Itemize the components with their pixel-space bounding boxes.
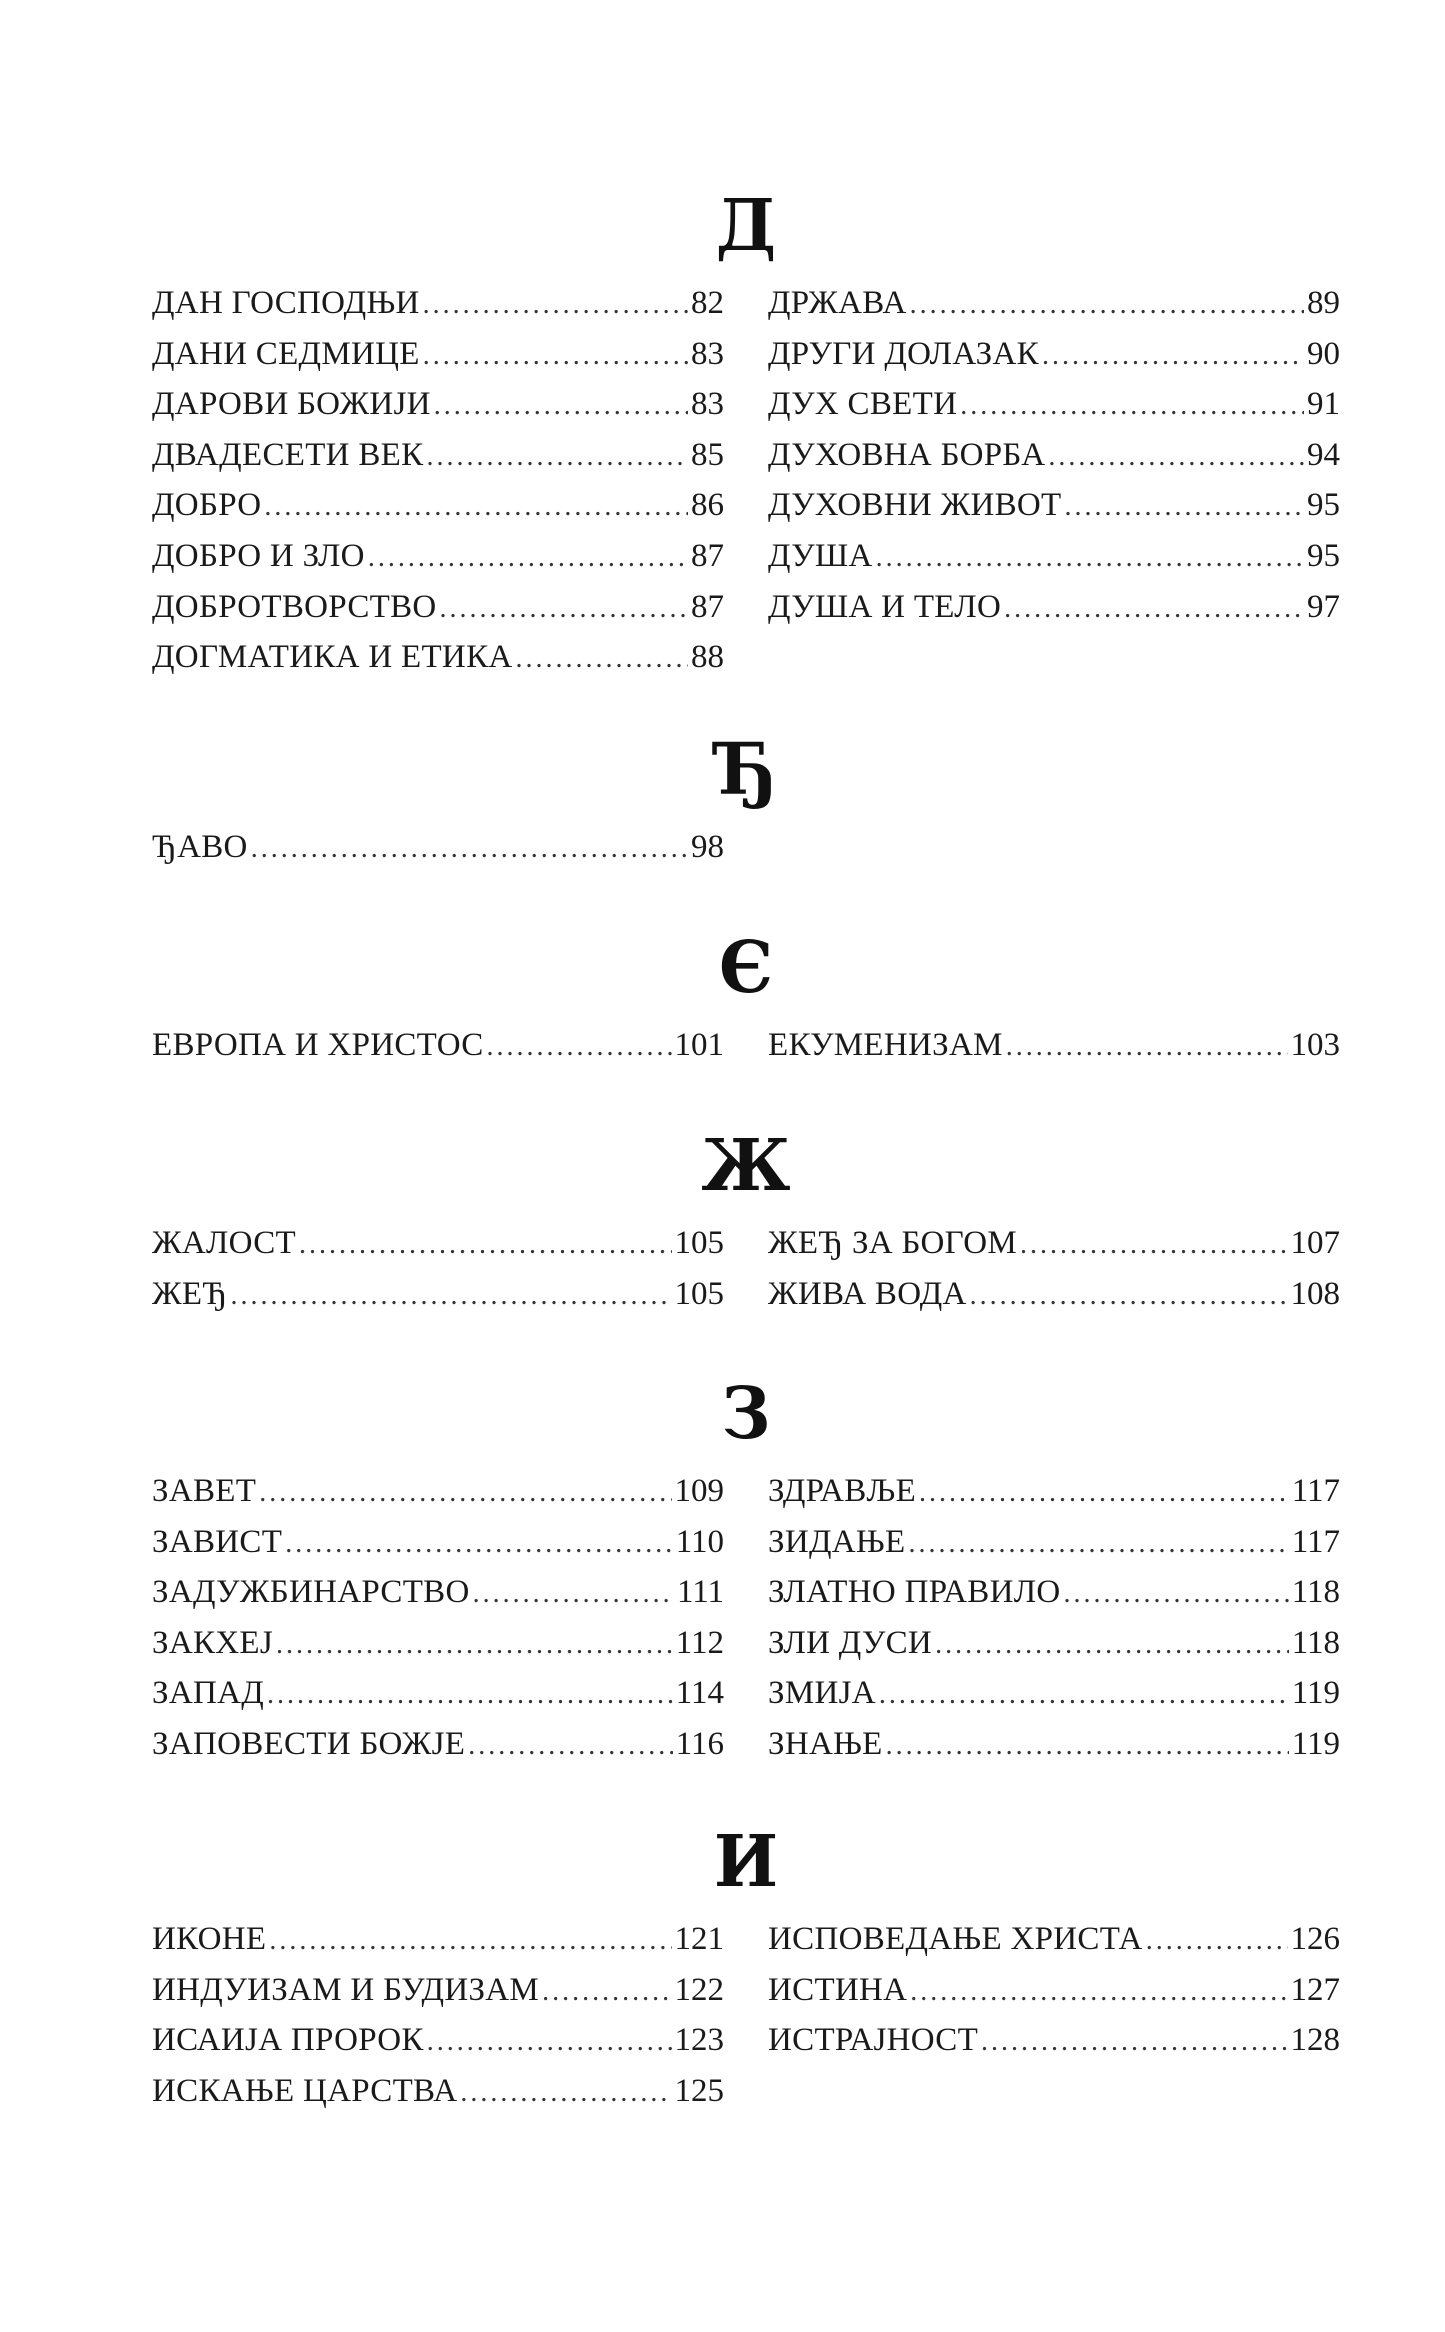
right-column [768, 1020, 1340, 1071]
toc-entry [152, 1965, 724, 2016]
dot-leader [285, 1519, 673, 1570]
entry-title: ЕКУМЕНИЗАМ [768, 1027, 1003, 1063]
entry-page-number: 97 [1307, 588, 1340, 625]
entry-title: ЖАЛОСТ [152, 1225, 296, 1261]
entry-title: ДОГМАТИКА И ЕТИКА [152, 639, 513, 676]
entry-title: ЕВРОПА И ХРИСТОС [152, 1027, 484, 1063]
entry-page-number: 88 [691, 639, 724, 676]
entry-page-number: 87 [691, 588, 724, 625]
section-e [152, 928, 1340, 1071]
dot-leader [1020, 1220, 1288, 1271]
toc-entry [152, 2015, 724, 2066]
entry-title: ДОБРОТВОРСТВО [152, 588, 437, 625]
dot-leader [876, 533, 1304, 584]
right-column [768, 822, 1340, 873]
entry-title: ДВАДЕСЕТИ ВЕК [152, 436, 424, 473]
toc-entry [768, 329, 1340, 380]
dot-leader [251, 824, 688, 875]
dot-leader [487, 1022, 672, 1073]
entry-page-number: 119 [1291, 1675, 1340, 1712]
dot-leader [516, 634, 688, 685]
entry-page-number: 103 [1290, 1027, 1340, 1063]
dot-leader [1064, 1569, 1289, 1620]
toc-entry [768, 1269, 1340, 1320]
entry-page-number: 118 [1291, 1574, 1340, 1611]
right-column [768, 1466, 1340, 1770]
entry-title: ЗДРАВЉЕ [768, 1473, 917, 1509]
dot-leader [960, 381, 1304, 432]
entry-page-number: 123 [674, 2022, 724, 2059]
section-letter-heading: И [713, 1820, 779, 1904]
entry-page-number: 90 [1307, 335, 1340, 372]
toc-entry [152, 379, 724, 430]
left-column [152, 1218, 724, 1319]
left-column [152, 278, 724, 683]
section-i [152, 1822, 1340, 2116]
entry-page-number: 98 [691, 829, 724, 865]
dot-leader [1004, 584, 1304, 635]
entry-page-number: 117 [1291, 1473, 1340, 1509]
entry-page-number: 83 [691, 335, 724, 372]
right-column [768, 1914, 1340, 2116]
entry-page-number: 117 [1291, 1523, 1340, 1560]
entry-title: ИНДУИЗАМ И БУДИЗАМ [152, 1971, 540, 2008]
dot-leader [427, 2017, 672, 2068]
toc-entry [152, 430, 724, 481]
toc-entry [152, 1618, 724, 1669]
entry-title: ЗЛАТНО ПРАВИЛО [768, 1574, 1061, 1611]
section-z [152, 1374, 1340, 1770]
toc-entry [768, 582, 1340, 633]
toc-entry [768, 379, 1340, 430]
entry-page-number: 112 [675, 1624, 724, 1661]
dot-leader [299, 1220, 672, 1271]
entry-title: ДАРОВИ БОЖИЈИ [152, 386, 431, 423]
toc-entry [768, 1567, 1340, 1618]
entry-title: ДАН ГОСПОДЊИ [152, 285, 420, 321]
entry-title: ДОБРО [152, 487, 262, 524]
section-letter-heading: З [721, 1372, 771, 1456]
dot-leader [935, 1620, 1289, 1671]
dot-leader [434, 381, 688, 432]
toc-entry [152, 278, 724, 329]
left-column [152, 822, 724, 873]
entry-page-number: 86 [691, 487, 724, 524]
entry-title: ЗАПОВЕСТИ БОЖЈЕ [152, 1725, 466, 1762]
dot-leader [910, 1967, 1287, 2018]
dot-leader [264, 482, 688, 533]
entry-title: ЗАКХЕЈ [152, 1624, 274, 1661]
left-column [152, 1020, 724, 1071]
dot-leader [981, 2017, 1287, 2068]
entry-title: ЗИДАЊЕ [768, 1523, 906, 1560]
section-zh [152, 1126, 1340, 1319]
toc-entry [152, 329, 724, 380]
toc-entry [152, 822, 724, 873]
entry-title: ЗАПАД [152, 1675, 265, 1712]
dot-leader [468, 1721, 672, 1772]
section-letter-heading: Ж [701, 1124, 791, 1208]
toc-entry [152, 1668, 724, 1719]
entry-title: ЖЕЂ ЗА БОГОМ [768, 1225, 1017, 1261]
entry-title: ДУША И ТЕЛО [768, 588, 1002, 625]
toc-entry [152, 1269, 724, 1320]
toc-entry [152, 1517, 724, 1568]
entry-title: ИСКАЊЕ ЦАРСТВА [152, 2072, 458, 2109]
entry-page-number: 126 [1290, 1921, 1340, 1957]
dot-leader [1146, 1916, 1288, 1967]
entry-page-number: 107 [1290, 1225, 1340, 1261]
entry-page-number: 125 [674, 2072, 724, 2109]
dot-leader [440, 584, 688, 635]
right-column [768, 1218, 1340, 1319]
section-dj [152, 730, 1340, 873]
entry-title: ДАНИ СЕДМИЦЕ [152, 335, 420, 372]
entry-page-number: 127 [1290, 1971, 1340, 2008]
dot-leader [1006, 1022, 1288, 1073]
toc-entry [152, 1218, 724, 1269]
entry-title: ЗАВИСТ [152, 1523, 283, 1560]
entry-page-number: 118 [1291, 1624, 1340, 1661]
dot-leader [423, 331, 688, 382]
entry-page-number: 83 [691, 386, 724, 423]
toc-entry [768, 278, 1340, 329]
dot-leader [473, 1569, 674, 1620]
entry-title: ЗМИЈА [768, 1675, 876, 1712]
entry-page-number: 87 [691, 537, 724, 574]
entry-page-number: 82 [691, 285, 724, 321]
entry-title: ИСТИНА [768, 1971, 908, 2008]
toc-entry [152, 582, 724, 633]
entry-page-number: 110 [675, 1523, 724, 1560]
left-column [152, 1914, 724, 2116]
entry-page-number: 89 [1307, 285, 1340, 321]
entry-page-number: 119 [1291, 1725, 1340, 1762]
dot-leader [267, 1670, 673, 1721]
entry-title: ДУША [768, 537, 873, 574]
entry-title: ЖЕЂ [152, 1275, 228, 1312]
entry-page-number: 108 [1290, 1275, 1340, 1312]
dot-leader [970, 1271, 1288, 1322]
entry-columns [152, 278, 1340, 683]
section-letter-heading: Ђ [715, 728, 777, 812]
entry-title: ИСТРАЈНОСТ [768, 2022, 979, 2059]
toc-entry [152, 480, 724, 531]
toc-entry [768, 1517, 1340, 1568]
dot-leader [460, 2068, 671, 2119]
toc-entry [768, 2015, 1340, 2066]
toc-entry [768, 1466, 1340, 1517]
entry-page-number: 95 [1307, 487, 1340, 524]
dot-leader [879, 1670, 1289, 1721]
toc-entry [768, 1668, 1340, 1719]
toc-entry [768, 480, 1340, 531]
entry-columns [152, 1466, 1340, 1770]
dot-leader [1065, 482, 1305, 533]
entry-title: ДУХ СВЕТИ [768, 386, 958, 423]
entry-page-number: 105 [674, 1225, 724, 1261]
entry-title: ИСПОВЕДАЊЕ ХРИСТА [768, 1921, 1143, 1957]
dot-leader [368, 533, 688, 584]
toc-entry [768, 1914, 1340, 1965]
toc-entry [768, 531, 1340, 582]
entry-title: ЖИВА ВОДА [768, 1275, 967, 1312]
entry-title: ДУХОВНА БОРБА [768, 436, 1046, 473]
section-letter-heading: Є [718, 926, 774, 1010]
dot-leader [886, 1721, 1289, 1772]
entry-title: ИКОНЕ [152, 1921, 267, 1957]
right-column [768, 278, 1340, 683]
toc-entry [768, 1618, 1340, 1669]
dot-leader [542, 1967, 671, 2018]
entry-title: ДРУГИ ДОЛАЗАК [768, 335, 1039, 372]
dot-leader [908, 1519, 1288, 1570]
entry-page-number: 114 [675, 1675, 724, 1712]
entry-page-number: 94 [1307, 436, 1340, 473]
toc-entry [768, 1965, 1340, 2016]
entry-page-number: 116 [675, 1725, 724, 1762]
toc-entry [152, 531, 724, 582]
entry-columns [152, 1914, 1340, 2116]
toc-entry [768, 1020, 1340, 1071]
dot-leader [269, 1916, 671, 1967]
entry-page-number: 91 [1307, 386, 1340, 423]
entry-page-number: 122 [674, 1971, 724, 2008]
toc-entry [768, 1218, 1340, 1269]
dot-leader [910, 280, 1304, 331]
dot-leader [259, 1468, 671, 1519]
entry-title: ЗНАЊЕ [768, 1725, 883, 1762]
entry-title: ДУХОВНИ ЖИВОТ [768, 487, 1062, 524]
toc-entry [152, 1914, 724, 1965]
entry-title: ЗАВЕТ [152, 1473, 257, 1509]
entry-columns [152, 1218, 1340, 1319]
dot-leader [230, 1271, 671, 1322]
toc-entry [152, 1466, 724, 1517]
entry-title: ИСАИЈА ПРОРОК [152, 2022, 424, 2059]
dot-leader [423, 280, 688, 331]
entry-page-number: 121 [674, 1921, 724, 1957]
dot-leader [1048, 432, 1304, 483]
entry-title: ЂАВО [152, 829, 248, 865]
entry-page-number: 105 [674, 1275, 724, 1312]
left-column [152, 1466, 724, 1770]
toc-entry [152, 1719, 724, 1770]
toc-entry [152, 1020, 724, 1071]
entry-title: ДОБРО И ЗЛО [152, 537, 365, 574]
entry-page-number: 111 [676, 1574, 724, 1611]
dot-leader [919, 1468, 1289, 1519]
dot-leader [1042, 331, 1304, 382]
dot-leader [426, 432, 688, 483]
entry-page-number: 85 [691, 436, 724, 473]
dot-leader [276, 1620, 673, 1671]
entry-columns [152, 1020, 1340, 1071]
toc-entry [152, 632, 724, 683]
section-letter-heading: Д [715, 184, 777, 268]
toc-entry [768, 1719, 1340, 1770]
entry-page-number: 95 [1307, 537, 1340, 574]
entry-title: ЗАДУЖБИНАРСТВО [152, 1574, 470, 1611]
entry-page-number: 101 [674, 1027, 724, 1063]
entry-columns [152, 822, 1340, 873]
entry-title: ДРЖАВА [768, 285, 907, 321]
entry-page-number: 109 [674, 1473, 724, 1509]
entry-page-number: 128 [1290, 2022, 1340, 2059]
section-d [152, 186, 1340, 683]
toc-entry [152, 2066, 724, 2117]
toc-entry [152, 1567, 724, 1618]
toc-entry [768, 430, 1340, 481]
entry-title: ЗЛИ ДУСИ [768, 1624, 933, 1661]
